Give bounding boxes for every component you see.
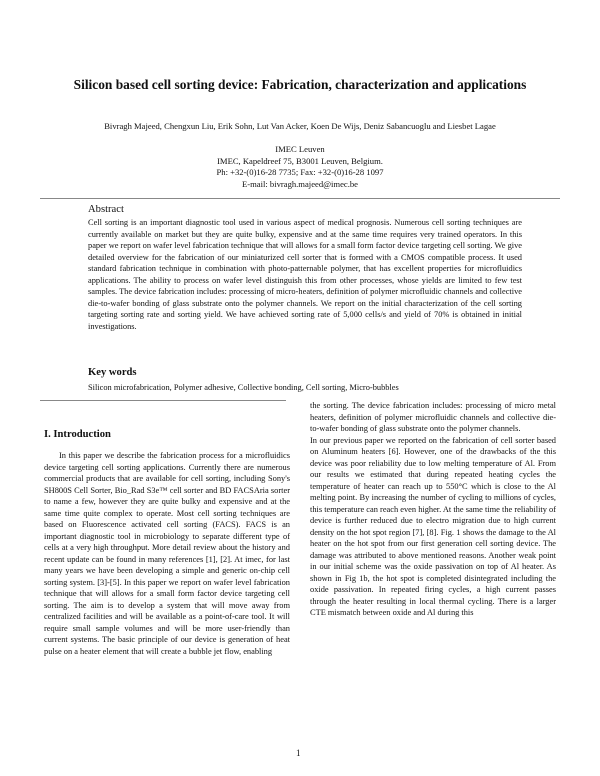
intro-paragraph-previous-work: In our previous paper we reported on the fabrication of cell sorter based on Aluminum heaters [6]. However, one of the drawbacks of the this device was poor reliability due to low melting temperature of Al. From our results we estimated that during repeated heating cycles the temperature of heater can reach up to 550°C which is close to the Al melting point. By increasing the number of cycling to millions of cycles, this temperature can reach even higher. At the same time the reliability of device is further reduced due to electro migration due to high current density on the hot spot region [7], [8]. Fig. 1 shows the damage to the Al heater on the hot spot from our first generation cell sorting device. The damage was attributed to above mentioned reasons. Another weak point in our initial scheme was the oxide passivation on top of Al heater. As shown in Fig 1b, the hot spot is completed disintegrated including the oxide passivation. In repeated firing cycles, a high current passes through the heater resulting in local thermal cycling. There is a larger CTE mismatch between oxide and Al during this [310,435,556,617]
affiliation-org: IMEC Leuven [275,144,325,154]
divider-top [40,198,560,199]
affiliation-address: IMEC, Kapeldreef 75, B3001 Leuven, Belgium. [217,155,383,166]
abstract-heading: Abstract [88,204,124,215]
intro-column-right [310,400,556,619]
affiliation-email: E-mail: bivragh.majeed@imec.be [241,178,358,189]
intro-paragraph-continued: the sorting. The device fabrication includes: processing of micro metal heaters, definition of polymer microfluidic channels and collective die-to-wafer bonding of glass substrate onto the polymer channels. [310,401,556,433]
divider-section [40,400,286,401]
paper-title: Silicon based cell sorting device: Fabrication, characterization and applications [73,77,527,92]
keywords-heading: Key words [88,367,137,378]
page-number: 1 [296,748,301,758]
author-list: Bivragh Majeed, Chengxun Liu, Erik Sohn, Lut Van Acker, Koen De Wijs, Deniz Sabancuoglu and Liesbet Lagae [104,121,496,131]
intro-paragraph: In this paper we describe the fabrication process for a microfluidics device targeting cell sorting applications. Currently there are numerous commercial products that are available for cell sorting, including Sony's SH800S Cell Sorter, Bio_Rad S3e™ cell sorter and BD FACSAria sorter to name a few, however they are quite bulky and expensive and at the same time quite complex to operate. Most cell sorting techniques are based on Fluorescence activated cell sorting (FACS). FACS is an important diagnostic tool in microbiology to separate different type of cells at a very high throughput. More detail review about the history and recent update can be found in many references [1], [2]. At imec, for last many years we have been developing a simple and generic on-chip cell sorting system. [3]-[5]. In this paper we report on wafer level fabrication technique that will allows for a small form factor device targeting cell sorting. The aim is to develop a system that will move away from centralized facilities and will be available as a point-of-care tool. It will require small sample volumes and will be more user-friendly than current systems. The basic principle of our device is generation of heat pulse on a heater element that will create a bubble jet flow, enabling [44,451,290,656]
abstract-text: Cell sorting is an important diagnostic tool used in various aspect of medical prognosis. Numerous cell sorting techniques are currently available on market but they are quite bulky, expensive and at the same time requires very trained operators. In this paper we report on wafer level fabrication technique that will allows for a small form factor device targeting cell sorting. We give detailed overview for the fabrication of our miniaturized cell sorter that is formed with a CMOS compatible process. It used standard fabrication technique in combination with photo-patternable polymer, that has excellent properties for microfluidics applications. The ability to process on wafer level distinguish this from other processes, whose yields are limited to few test samples. The device fabrication includes: processing of micro-heaters, definition of polymer microfluidic channels and collective die-to-wafer bonding of glass substrate onto the polymer channels. We report on the initial characterization of the cell sorting targeting sorting rate and sorting yield. We have achieved sorting rate of 5,000 cells/s and yield of 70% is obtained in initial investigations. [88,218,522,331]
keywords-text: Silicon microfabrication, Polymer adhesive, Collective bonding, Cell sorting, Micro-bubbles [88,383,399,392]
affiliation-block [100,144,500,190]
intro-column-left [44,450,290,657]
section-heading: I. Introduction [44,429,111,440]
affiliation-phone: Ph: +32-(0)16-28 7735; Fax: +32-(0)16-28 1097 [216,167,384,178]
